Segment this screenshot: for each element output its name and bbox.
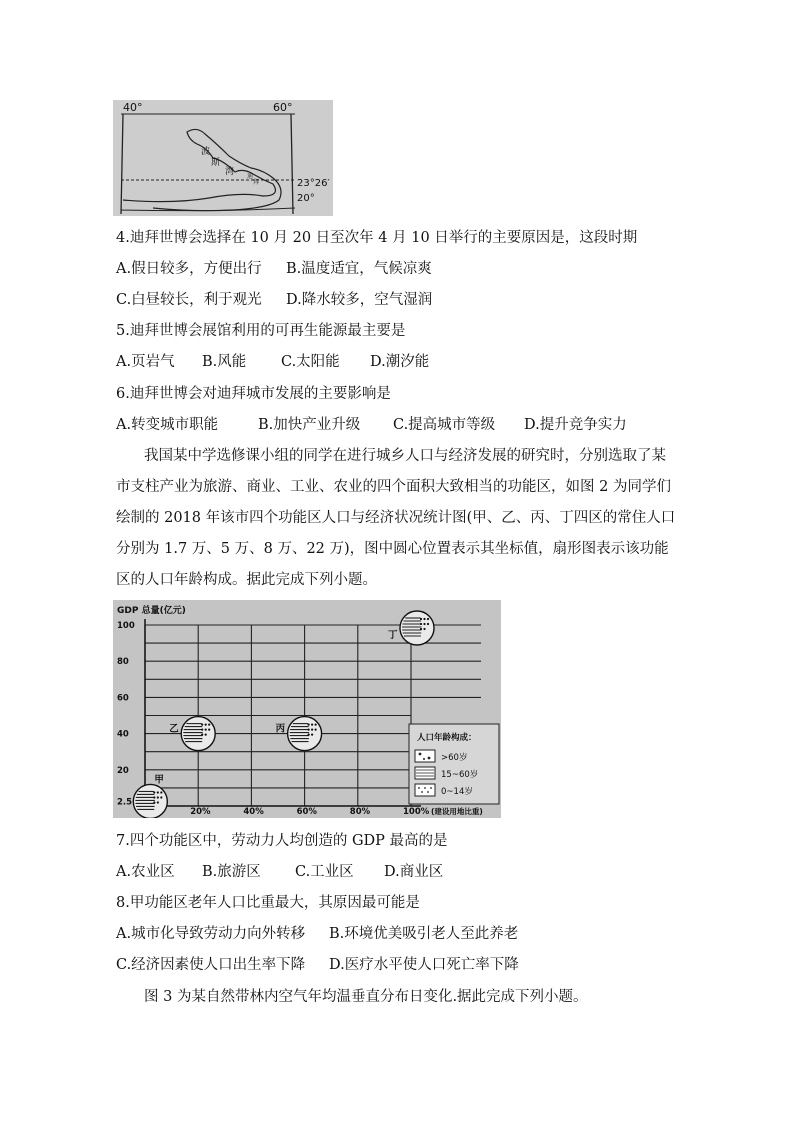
q8-option-a: A.城市化导致劳动力向外转移 [116,926,306,942]
q5-option-d: D.潮汐能 [370,354,430,370]
q8-option-d: D.医疗水平使人口死亡率下降 [329,957,519,973]
y-tick-label: 40 [117,729,129,740]
q8-options-row2 [116,955,519,975]
q4-question: 4.迪拜世博会选择在 10 月 20 日至次年 4 月 10 日举行的主要原因是，这段时期 [116,230,638,246]
legend-item-0: >60岁 [441,753,468,763]
q6-option-a: A.转变城市职能 [116,417,219,433]
point-dot [311,729,313,731]
point-dot [423,623,425,625]
map-label-di: 迪 [247,173,254,180]
point-dot [308,724,310,726]
persian-gulf-map [113,100,333,216]
point-circle [288,717,322,751]
q4-option-d: D.降水较多，空气湿润 [286,292,433,308]
q7-option-a: A.农业区 [116,864,175,880]
point-dot [208,724,210,726]
passage-text: 我国某中学选修课小组的同学在进行城乡人口与经济发展的研究时，分别选取了某市支柱产业为旅游、商业、工业、农业的四个面积大致相当的功能区，如图 2 为同学们绘制的 2018 年该市四个功能区人口与经济状况统计图(甲、乙、丙、丁四区的常住人口分别为 1.7 万、5 万、8 万、22 万)，图中圆心位置表示其坐标值，扇形图表示该功能区的人口年龄构成。据此完成下列小题。 [116,448,676,588]
q4-options-row2 [116,290,432,310]
gdp-population-chart [113,600,501,818]
point-label: 丙 [275,723,286,735]
point-dot [423,628,425,630]
chart-legend [409,724,499,804]
legend-title: 人口年龄构成： [417,733,477,743]
point-dot [427,623,429,625]
q8-question: 8.甲功能区老年人口比重最大，其原因最可能是 [116,895,420,911]
q7-option-c: C.工业区 [295,864,354,880]
point-dot [427,618,429,620]
point-dot [420,623,422,625]
q6-option-c: C.提高城市等级 [393,417,496,433]
point-dot [420,628,422,630]
map-label-bai: 拜 [253,179,260,186]
y-tick-label: 60 [117,693,129,704]
map-svg [113,100,333,216]
point-dot [308,734,310,736]
q7-options [116,862,443,882]
q7-option-d: D.商业区 [384,864,444,880]
q5-options [116,352,429,372]
figure3-intro: 图 3 为某自然带林内空气年均温垂直分布日变化.据此完成下列小题。 [144,989,588,1005]
point-dot [205,724,207,726]
legend-item-1: 15~60岁 [441,770,479,780]
map-label-si: 斯 [211,158,221,168]
point-dot [153,791,155,793]
point-dot [315,724,317,726]
map-label-bo: 波 [201,147,211,157]
q4-options-row1 [116,259,432,279]
point-dot [160,796,162,798]
y-tick-label: 2.5 [117,797,133,808]
point-circle [400,611,434,645]
x-tick-label: 100% [403,807,430,817]
map-lat-20-label: 20° [297,193,315,204]
q6-question: 6.迪拜世博会对迪拜城市发展的主要影响是 [116,386,391,402]
q4-option-c: C.白昼较长，利于观光 [116,292,262,308]
point-dot [315,729,317,731]
q7-option-b: B.旅游区 [202,864,261,880]
q5-option-c: C.太阳能 [281,354,340,370]
point-dot [157,791,159,793]
point-label: 甲 [154,774,164,786]
map-label-wan: 湾 [225,167,235,177]
point-circle [133,784,167,818]
point-dot [153,796,155,798]
map-lon-left: 40° [123,101,143,114]
q6-option-d: D.提升竞争实力 [524,417,627,433]
x-tick-label: 20% [190,807,211,817]
y-tick-label: 80 [117,657,129,668]
point-label: 乙 [169,723,179,735]
passage [116,441,676,596]
y-tick-label: 20 [117,765,129,776]
point-label: 丁 [388,630,398,641]
q5-option-b: B.风能 [202,354,247,370]
q6-option-b: B.加快产业升级 [258,417,361,433]
point-dot [311,734,313,736]
point-circle [181,717,215,751]
point-dot [160,791,162,793]
point-dot [201,724,203,726]
point-dot [157,801,159,803]
q5-question: 5.迪拜世博会展馆利用的可再生能源最主要是 [116,323,406,339]
q6-options [116,415,627,435]
point-dot [420,618,422,620]
point-dot [205,734,207,736]
point-dot [153,801,155,803]
q8-options-row1 [116,924,518,944]
point-dot [201,734,203,736]
point-dot [308,729,310,731]
q7-question: 7.四个功能区中，劳动力人均创造的 GDP 最高的是 [116,833,448,849]
q8-option-b: B.环境优美吸引老人至此养老 [329,926,519,942]
legend-item-2: 0~14岁 [441,787,473,797]
map-lon-right: 60° [273,101,293,114]
chart-svg [113,600,501,818]
map-tropic-label: 23°26′ [297,178,330,189]
point-dot [201,729,203,731]
point-dot [423,618,425,620]
point-dot [208,729,210,731]
x-tick-label: 40% [243,807,264,817]
point-dot [157,796,159,798]
q8-option-c: C.经济因素使人口出生率下降 [116,957,306,973]
point-dot [205,729,207,731]
q4-option-b: B.温度适宜，气候凉爽 [286,261,432,277]
q5-option-a: A.页岩气 [116,354,175,370]
q4-option-a: A.假日较多，方便出行 [116,261,262,277]
x-tick-label: 60% [296,807,317,817]
chart-x-label: (建设用地比重) [431,807,483,816]
x-tick-label: 80% [349,807,371,817]
chart-y-label: GDP 总量(亿元) [117,606,186,616]
y-tick-label: 100 [117,621,135,631]
point-dot [311,724,313,726]
